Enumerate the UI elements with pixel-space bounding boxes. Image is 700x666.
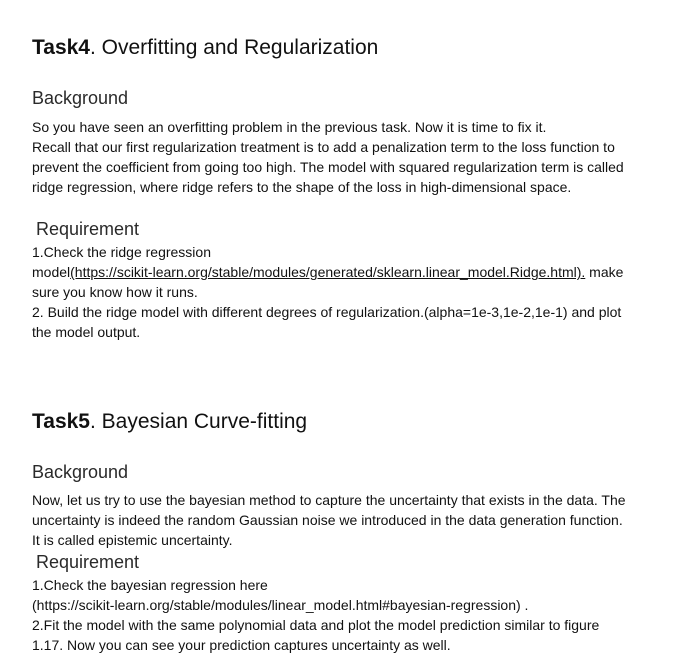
task4-title-bold: Task4 (32, 36, 90, 59)
task4-background-line: prevent the coefficient from going too high. The model with squared regularization term is called (32, 159, 624, 175)
task4-req1-line: 1.Check the ridge regression (32, 244, 211, 260)
task4-background-line: Recall that our first regularization treatment is to add a penalization term to the loss function to (32, 139, 615, 155)
task4-background-line: ridge regression, where ridge refers to the shape of the loss in high-dimensional space. (32, 179, 572, 195)
task5-requirement-line: 1.Check the bayesian regression here (32, 577, 268, 593)
task5-background-line: uncertainty is indeed the random Gaussian noise we introduced in the data generation function. (32, 512, 623, 528)
task5-title-bold: Task5 (32, 410, 90, 433)
task4-title-rest: . Overfitting and Regularization (90, 36, 379, 59)
task4-requirement-heading: Requirement (36, 219, 140, 239)
task5-title-rest: . Bayesian Curve-fitting (90, 410, 308, 433)
task5-requirement-line: 2.Fit the model with the same polynomial data and plot the model prediction similar to figure (32, 617, 600, 633)
task4-requirement-text (32, 242, 682, 342)
task4-req1-suffix: make (585, 264, 624, 280)
task5-background-line: It is called epistemic uncertainty. (32, 532, 233, 548)
task5-requirement-heading: Requirement (36, 552, 140, 572)
task4-req1-line-link (32, 262, 682, 282)
task4-background-line: So you have seen an overfitting problem in the previous task. Now it is time to fix it. (32, 119, 547, 135)
task4-background-heading: Background (32, 88, 129, 108)
ridge-docs-link[interactable]: (https://scikit-learn.org/stable/modules/generated/sklearn.linear_model.Ridge.html). (70, 264, 586, 280)
task5-background-heading: Background (32, 462, 129, 482)
task4-req2-line: the model output. (32, 324, 141, 340)
task5-title (32, 409, 307, 435)
task5-requirement-text (32, 575, 682, 655)
task4-title (32, 35, 378, 61)
task4-req1-line: sure you know how it runs. (32, 284, 198, 300)
task5-background-line: Now, let us try to use the bayesian method to capture the uncertainty that exists in the data. The (32, 492, 626, 508)
task4-background-text (32, 117, 682, 197)
task4-req1-prefix: model (32, 264, 71, 280)
task5-background-text (32, 490, 682, 550)
task5-requirement-line: 1.17. Now you can see your prediction captures uncertainty as well. (32, 637, 451, 653)
task4-req2-line: 2. Build the ridge model with different degrees of regularization.(alpha=1e-3,1e-2,1e-1) and plot (32, 304, 622, 320)
task5-requirement-line: (https://scikit-learn.org/stable/modules/linear_model.html#bayesian-regression) . (32, 597, 529, 613)
